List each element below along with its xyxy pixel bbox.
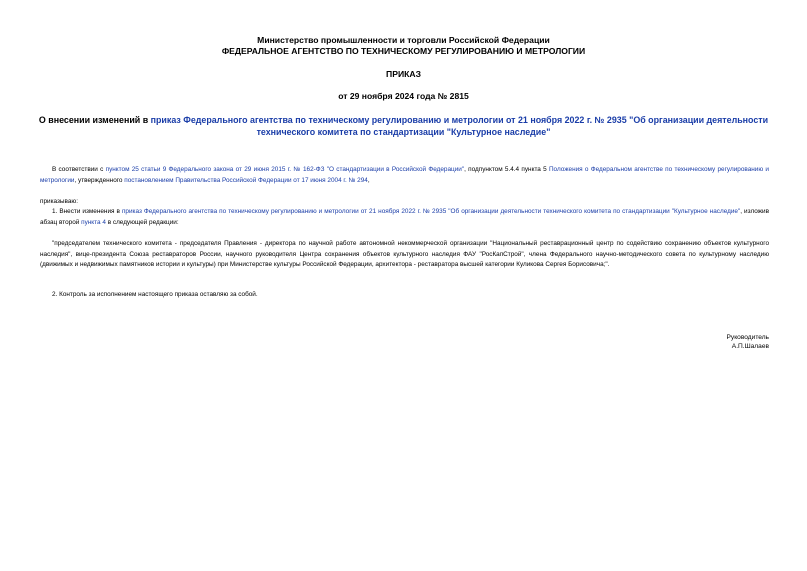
federal-law-link[interactable]: пунктом 25 статьи 9 Федерального закона от 29 июня 2015 г. № 162-ФЗ "О стандартизации в Российской Федерации" xyxy=(105,166,465,173)
paragraph-new-wording: "председателем технического комитета - председателя Правления - директора по научной работе автономной некоммерческой организации "Национальный реставрационный центр по содействию сохранению объектов культурного наследия", вице-президента Союза реставраторов России, научного руководителя Центра сохранения объектов культурного наследия ФАУ "РосКапСтрой", члена Федерального научно-методического совета по культурному наследию (движимых и недвижимых памятников истории и культуры) при Министерстве культуры Российской Федерации, архитектора - реставратора высшей категории Куликова Сергея Борисовича;". xyxy=(40,240,769,268)
order-kind: ПРИКАЗ xyxy=(386,69,421,79)
basis-text-2: , подпунктом 5.4.4 пункта 5 xyxy=(464,166,549,173)
ministry-name: Министерство промышленности и торговли Российской Федерации xyxy=(257,35,550,45)
regulation-link[interactable]: Положения о Федеральном агентстве по техническому регулированию и метрологии xyxy=(40,166,769,184)
document-title xyxy=(30,115,777,138)
paragraph-item-2: 2. Контроль за исполнением настоящего приказа оставляю за собой. xyxy=(52,291,258,298)
government-decree-link[interactable]: постановлением Правительства Российской Федерации от 17 июня 2004 г. № 294 xyxy=(124,176,368,184)
signature-position: Руководитель xyxy=(726,334,769,341)
signature-name: А.П.Шалаев xyxy=(731,343,769,350)
item1-text-1: 1. Внести изменения в xyxy=(52,208,122,215)
basis-text-4: , xyxy=(367,176,370,184)
basis-text-3: , утвержденного xyxy=(74,176,125,184)
item1-text-2: , изложив абзац второй xyxy=(40,208,769,226)
paragraph-basis xyxy=(40,165,769,186)
clause-4-link[interactable]: пункта 4 xyxy=(81,218,106,226)
amended-order-link[interactable]: приказ Федерального агентства по техническому регулированию и метрологии от 21 ноября 2022 г. № 2935 "Об организации деятельности технического комитета по стандартизации "Культурное наследие" xyxy=(121,208,741,215)
basis-text-1: В соответствии с xyxy=(52,166,106,173)
title-order-link[interactable]: приказ Федерального агентства по техническому регулированию и метрологии от 21 ноября 2022 г. № 2935 "Об организации деятельности технического комитета по стандартизации "Культурное наследие" xyxy=(150,115,769,137)
agency-name: ФЕДЕРАЛЬНОЕ АГЕНТСТВО ПО ТЕХНИЧЕСКОМУ РЕГУЛИРОВАНИЮ И МЕТРОЛОГИИ xyxy=(221,46,586,56)
paragraph-order-word: приказываю: xyxy=(40,198,78,205)
paragraph-item-1 xyxy=(40,207,769,228)
item1-text-3: в следующей редакции: xyxy=(105,218,179,226)
title-prefix: О внесении изменений в xyxy=(38,115,151,125)
order-date: от 29 ноября 2024 года № 2815 xyxy=(338,91,469,101)
